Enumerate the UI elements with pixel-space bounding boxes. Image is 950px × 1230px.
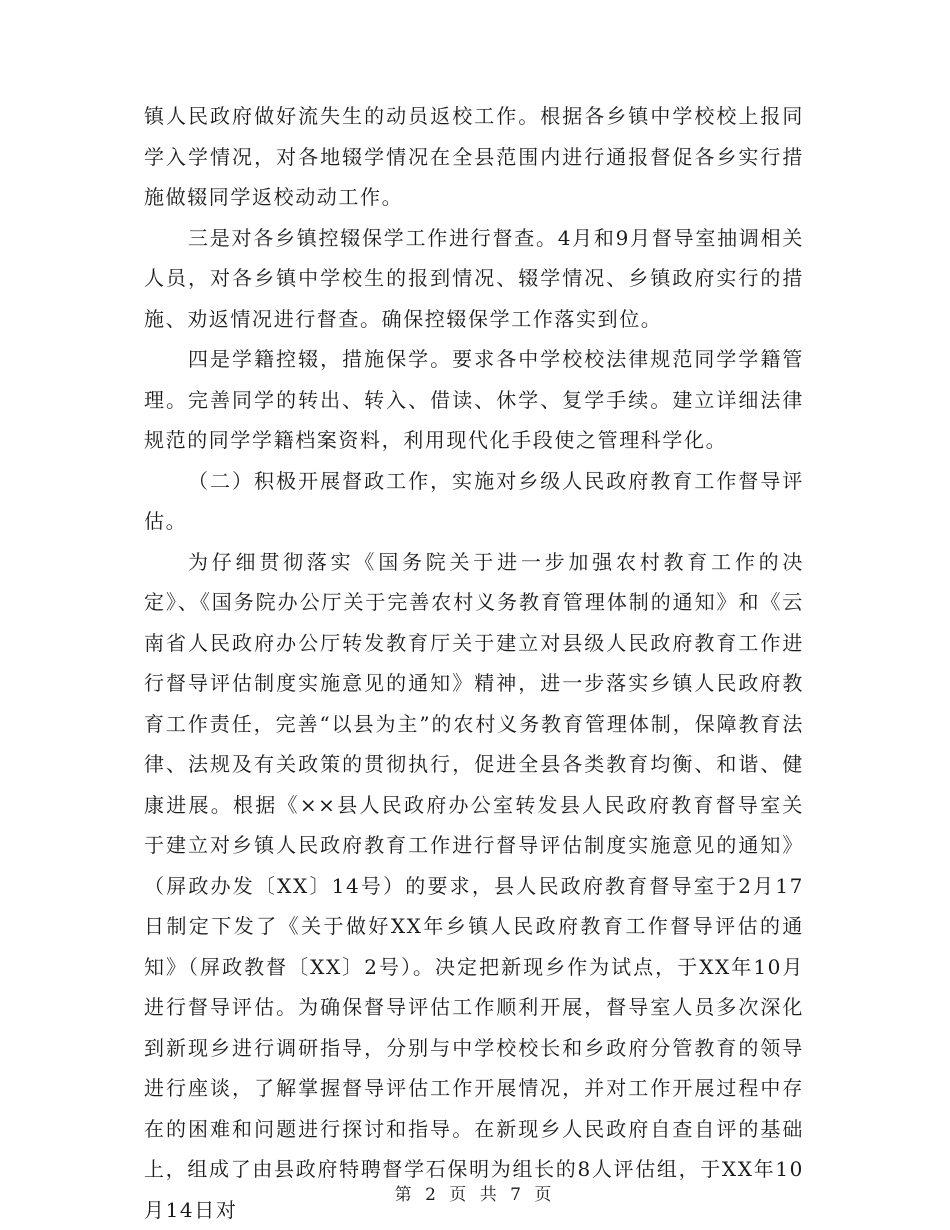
paragraph-5: 为仔细贯彻落实《国务院关于进一步加强农村教育工作的决定》、《国务院办公厅关于完善农村义务教育管理体制的通知》和《云南省人民政府办公厅转发教育厅关于建立对县级人民政府教育工作进行督导评估制度实施意见的通知》精神，进一步落实乡镇人民政府教育工作责任，完善“以县为主”的农村义务教育管理体制，保障教育法律、法规及有关政策的贯彻执行，促进全县各类教育均衡、和谐、健康进展。根据《××县人民政府办公室转发县人民政府教育督导室关于建立对乡镇人民政府教育工作进行督导评估制度实施意见的通知》（屏政办发〔XX〕14号）的要求，县人民政府教育督导室于2月17日制定下发了《关于做好XX年乡镇人民政府教育工作督导评估的通知》（屏政教督〔XX〕2号）。决定把新现乡作为试点，于XX年10月进行督导评估。为确保督导评估工作顺利开展，督导室人员多次深化到新现乡进行调研指导，分别与中学校校长和乡政府分管教育的领导进行座谈，了解掌握督导评估工作开展情况，并对工作开展过程中存在的困难和问题进行探讨和指导。在新现乡人民政府自查自评的基础上，组成了由县政府特聘督学石保明为组长的8人评估组，于XX年10月14日对 (144, 549, 804, 1222)
paragraph-3: 四是学籍控辍，措施保学。要求各中学校校法律规范同学学籍管理。完善同学的转出、转入、借读、休学、复学手续。建立详细法律规范的同学学籍档案资料，利用现代化手段使之管理科学化。 (144, 347, 804, 452)
paragraph-2: 三是对各乡镇控辍保学工作进行督查。4月和9月督导室抽调相关人员，对各乡镇中学校生的报到情况、辍学情况、乡镇政府实行的措施、劝返情况进行督查。确保控辍保学工作落实到位。 (144, 225, 804, 331)
paragraph-1: 镇人民政府做好流失生的动员返校工作。根据各乡镇中学校校上报同学入学情况，对各地辍学情况在全县范围内进行通报督促各乡实行措施做辍同学返校动动工作。 (144, 104, 804, 209)
document-body (144, 96, 804, 1230)
page-number-footer: 第 2 页 共 7 页 (394, 1185, 556, 1205)
section-heading: （二）积极开展督政工作，实施对乡级人民政府教育工作督导评估。 (144, 468, 804, 533)
